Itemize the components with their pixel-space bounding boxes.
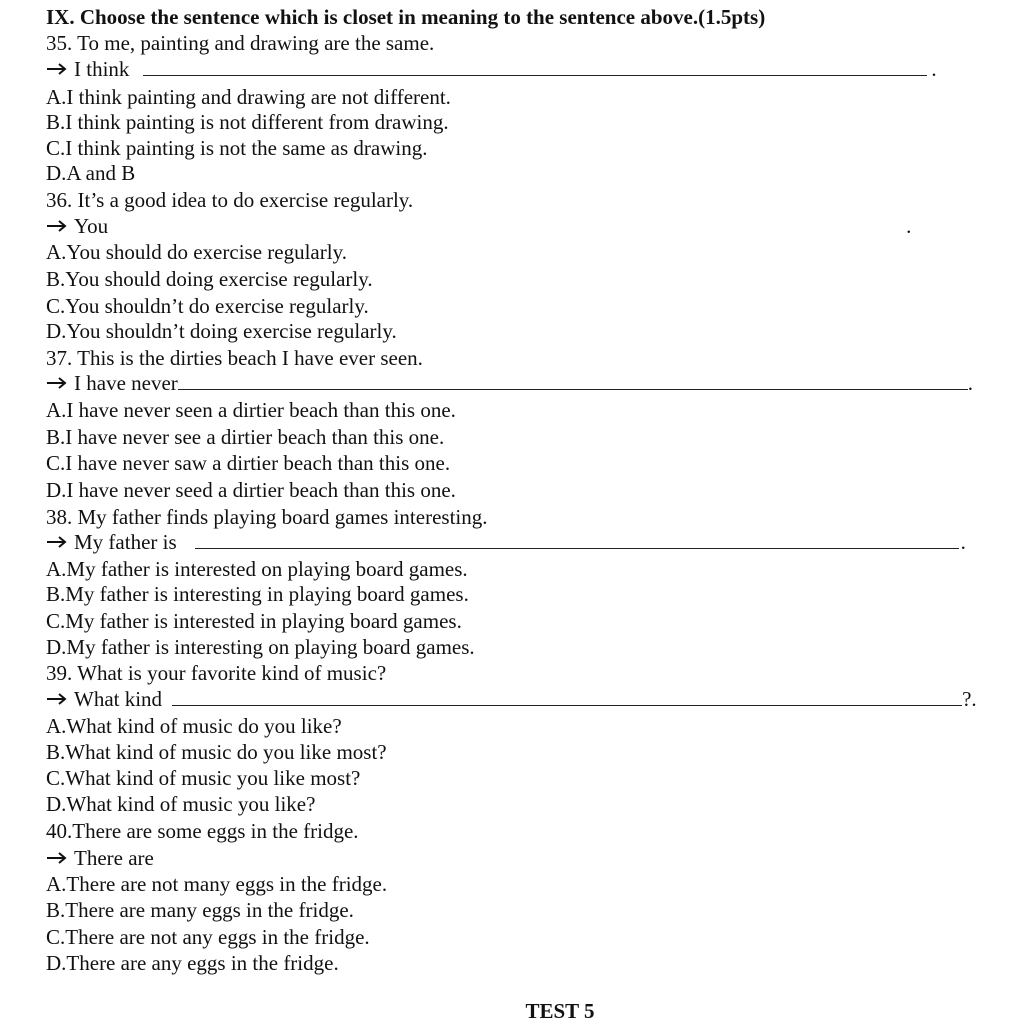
- question-36-prompt: 36. It’s a good idea to do exercise regularly.: [46, 188, 414, 212]
- arrow-right-icon: [46, 62, 68, 76]
- option-37-d[interactable]: D.I have never seed a dirtier beach than this one.: [46, 478, 456, 502]
- question-35-prompt: 35. To me, painting and drawing are the same.: [46, 31, 435, 55]
- option-36-c[interactable]: C.You shouldn’t do exercise regularly.: [46, 294, 369, 318]
- question-37-rewrite: [46, 370, 973, 396]
- rewrite-end: .: [906, 214, 912, 238]
- option-36-d[interactable]: D.You shouldn’t doing exercise regularly.: [46, 319, 397, 343]
- option-39-d[interactable]: D.What kind of music you like?: [46, 792, 316, 816]
- option-39-a[interactable]: A.What kind of music do you like?: [46, 714, 342, 738]
- rewrite-start: I think: [74, 57, 130, 81]
- option-36-a[interactable]: A.You should do exercise regularly.: [46, 240, 347, 264]
- arrow-right-icon: [46, 692, 68, 706]
- question-39-prompt: 39. What is your favorite kind of music?: [46, 661, 387, 685]
- rewrite-end: ?.: [962, 687, 977, 711]
- option-36-b[interactable]: B.You should doing exercise regularly.: [46, 267, 373, 291]
- option-38-b[interactable]: B.My father is interesting in playing board games.: [46, 582, 469, 606]
- rewrite-start: You: [74, 214, 109, 238]
- arrow-right-icon: [46, 535, 68, 549]
- option-40-c[interactable]: C.There are not any eggs in the fridge.: [46, 925, 370, 949]
- option-39-c[interactable]: C.What kind of music you like most?: [46, 766, 361, 790]
- question-36-rewrite: [46, 213, 911, 239]
- answer-blank[interactable]: [143, 57, 927, 76]
- option-37-b[interactable]: B.I have never see a dirtier beach than this one.: [46, 425, 445, 449]
- question-38-rewrite: [46, 529, 966, 555]
- option-40-b[interactable]: B.There are many eggs in the fridge.: [46, 898, 354, 922]
- option-38-d[interactable]: D.My father is interesting on playing board games.: [46, 635, 475, 659]
- rewrite-end: .: [960, 530, 966, 554]
- test-title: TEST 5: [525, 999, 595, 1023]
- option-35-d[interactable]: D.A and B: [46, 161, 136, 185]
- rewrite-start: What kind: [74, 687, 163, 711]
- option-38-c[interactable]: C.My father is interested in playing board games.: [46, 609, 462, 633]
- option-37-c[interactable]: C.I have never saw a dirtier beach than this one.: [46, 451, 451, 475]
- question-40-rewrite: [46, 845, 154, 871]
- rewrite-start: My father is: [74, 530, 177, 554]
- question-40-prompt: 40.There are some eggs in the fridge.: [46, 819, 359, 843]
- option-37-a[interactable]: A.I have never seen a dirtier beach than this one.: [46, 398, 456, 422]
- question-39-rewrite: [46, 686, 977, 712]
- option-35-a[interactable]: A.I think painting and drawing are not different.: [46, 85, 451, 109]
- rewrite-end: .: [931, 57, 937, 81]
- answer-blank[interactable]: [178, 371, 968, 390]
- section-heading: IX. Choose the sentence which is closet in meaning to the sentence above.(1.5pts): [46, 5, 766, 29]
- question-38-prompt: 38. My father finds playing board games interesting.: [46, 505, 488, 529]
- arrow-right-icon: [46, 376, 68, 390]
- rewrite-start: There are: [74, 846, 154, 870]
- arrow-right-icon: [46, 219, 68, 233]
- arrow-right-icon: [46, 851, 68, 865]
- question-37-prompt: 37. This is the dirties beach I have ever seen.: [46, 346, 423, 370]
- option-38-a[interactable]: A.My father is interested on playing board games.: [46, 557, 468, 581]
- option-40-a[interactable]: A.There are not many eggs in the fridge.: [46, 872, 388, 896]
- option-40-d[interactable]: D.There are any eggs in the fridge.: [46, 951, 339, 975]
- option-35-b[interactable]: B.I think painting is not different from drawing.: [46, 110, 449, 134]
- rewrite-end: .: [967, 371, 974, 395]
- rewrite-start: I have never: [74, 371, 178, 395]
- option-35-c[interactable]: C.I think painting is not the same as drawing.: [46, 136, 428, 160]
- answer-blank[interactable]: [172, 687, 962, 706]
- question-35-rewrite: [46, 56, 937, 82]
- answer-blank[interactable]: [195, 530, 959, 549]
- option-39-b[interactable]: B.What kind of music do you like most?: [46, 740, 387, 764]
